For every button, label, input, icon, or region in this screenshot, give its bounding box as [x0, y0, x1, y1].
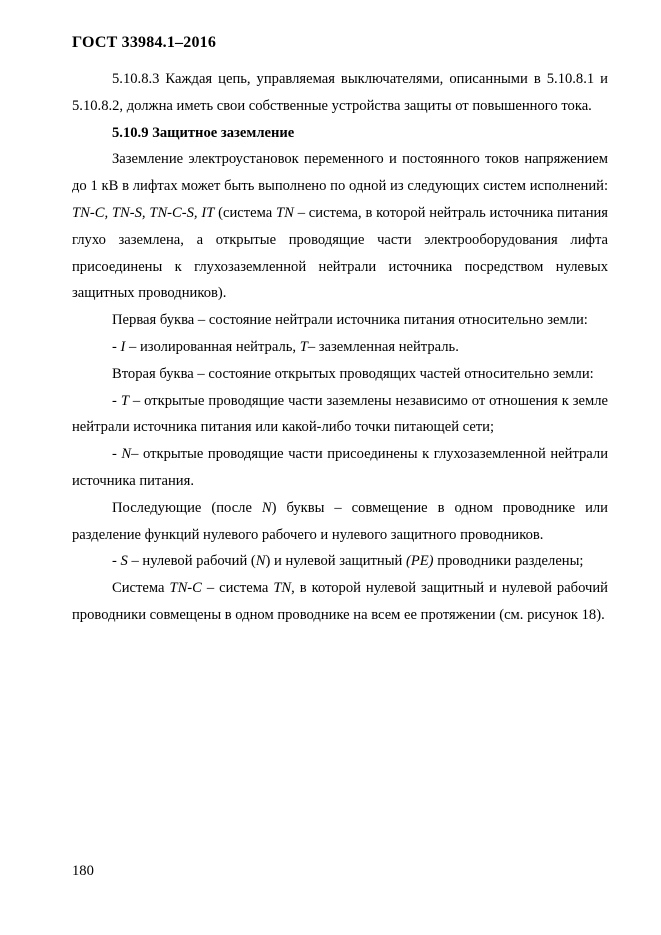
letter-i: I — [120, 338, 126, 355]
text-run: – открытые проводящие части присоединены к глухозаземленной нейтрали источника питания. — [72, 446, 608, 489]
system-tn-c: TN-C — [169, 580, 202, 597]
section-heading — [72, 120, 608, 147]
text-run: (система — [214, 204, 277, 221]
text-run: – система, в которой нейтраль источника питания глухо заземлена, а открытые проводящие части электрооборудования лифта присоединены к глухозаземленной нейтрали источника посредством нулевых защитных проводников). — [72, 204, 609, 302]
text-run: – открытые проводящие части заземлены независимо от отношения к земле нейтрали источника питания или какой-либо точки питающей сети; — [72, 392, 608, 436]
text-run: ) буквы – совмещение в одном проводнике или разделение функций нулевого рабочего и нулевого защитного проводников. — [72, 499, 608, 543]
text-run: проводники разделены; — [433, 553, 584, 570]
system-tn: TN — [273, 580, 292, 597]
paragraph-grounding-systems — [72, 146, 608, 307]
letter-n: N — [261, 499, 272, 516]
text-run: - — [112, 338, 121, 355]
text-run: - — [112, 446, 122, 463]
section-title: Защитное заземление — [152, 124, 295, 141]
letter-t: T — [299, 338, 308, 355]
paragraph-5-10-8-3: 5.10.8.3 Каждая цепь, управляемая выключателями, описанными в 5.10.8.1 и 5.10.8.2, должна иметь свои собственные устройства защиты от повышенного тока. — [72, 71, 608, 114]
letters-pe: (PE) — [405, 553, 434, 570]
paragraph-subsequent-letters — [72, 495, 608, 549]
system-tn: TN — [276, 204, 294, 221]
system-list: TN-C, TN-S, TN-C-S, IT — [72, 204, 215, 221]
text-run: Система — [112, 580, 170, 597]
text-run: Последующие (после — [112, 499, 262, 516]
paragraph-second-letter: Вторая буква – состояние открытых проводящих частей относительно земли: — [112, 365, 594, 382]
text-run: , в которой нулевой защитный и нулевой рабочий проводники совмещены в одном проводнике на всем ее протяжении (см. рисунок 18). — [72, 580, 608, 623]
list-item-first-letter — [72, 334, 608, 361]
text-run: Заземление электроустановок переменного и постоянного токов напряжением до 1 кВ в лифтах может быть выполнено по одной из следующих систем исполнений: — [72, 151, 608, 195]
letter-t: T — [120, 392, 129, 409]
text-run: – система — [201, 580, 274, 597]
letter-s: S — [120, 553, 128, 570]
letter-n: N — [121, 446, 132, 463]
section-number: 5.10.9 — [112, 124, 149, 141]
text-run: - — [112, 392, 121, 409]
letter-n: N — [255, 553, 266, 570]
page-number: 180 — [72, 863, 94, 879]
text-run: – нулевой рабочий ( — [127, 553, 256, 570]
paragraph-tn-c-system — [72, 575, 608, 629]
text-run: – изолированная нейтраль, — [125, 338, 300, 355]
list-item-second-letter-n — [72, 441, 608, 495]
paragraph-first-letter: Первая буква – состояние нейтрали источника питания относительно земли: — [112, 312, 588, 329]
text-run: - — [112, 553, 121, 570]
text-run: – заземленная нейтраль. — [307, 338, 459, 355]
list-item-second-letter-t — [72, 388, 608, 442]
document-header: ГОСТ 33984.1–2016 — [72, 34, 217, 51]
text-run: ) и нулевой защитный — [265, 553, 406, 570]
list-item-letter-s — [72, 548, 608, 575]
document-body — [72, 66, 608, 629]
